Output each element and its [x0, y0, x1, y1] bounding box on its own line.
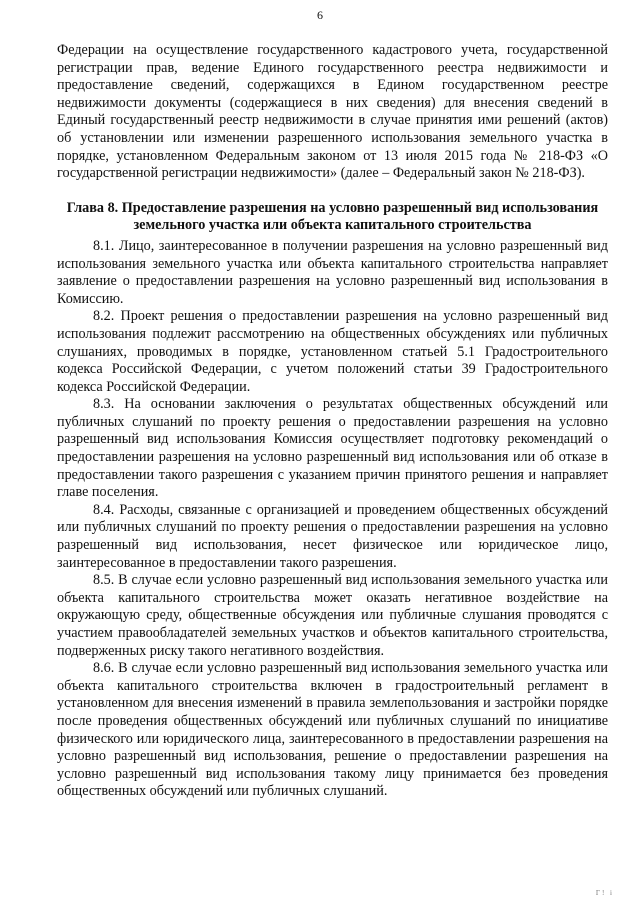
paragraph-8-3: 8.3. На основании заключения о результатах общественных обсуждений или публичных слушаний по проекту решения о предоставлении разрешения на условно разрешенный вид использования Комиссия осуществляет подготовку рекомендаций о предоставлении разрешения на условно разрешенный вид использования или об отказе в предоставлении такого разрешения с указанием причин принятого решения и направляет главе поселения. [57, 396, 608, 501]
scan-corner-mark: Г! і [595, 889, 614, 897]
page-number: 6 [317, 8, 323, 22]
paragraph-8-5: 8.5. В случае если условно разрешенный вид использования земельного участка или объекта капитального строительства может оказать негативное воздействие на окружающую среду, общественные обсуждения или публичные слушания проводятся с участием правообладателей земельных участков и объектов капитального строительства, подверженных риску такого негативного воздействия. [57, 572, 608, 659]
paragraph-8-2: 8.2. Проект решения о предоставлении разрешения на условно разрешенный вид использования подлежит рассмотрению на общественных обсуждениях или публичных слушаниях, проводимых в порядке, установленном статьей 5.1 Градостроительного кодекса Российской Федерации, с учетом положений статьи 39 Градостроительного кодекса Российской Федерации. [57, 308, 608, 395]
document-body [57, 42, 608, 801]
intro-paragraph: Федерации на осуществление государственного кадастрового учета, государственной регистрации прав, ведение Единого государственного реестра недвижимости и предоставление сведений, содержащихся в Едином государственном реестре недвижимости документы (содержащиеся в них сведения) для внесения сведений в Единый государственный реестр недвижимости в случае принятия ими решений (актов) об установлении или изменении разрешенного использования земельного участка в порядке, установленном Федеральным законом от 13 июля 2015 года № 218-ФЗ «О государственной регистрации недвижимости» (далее – Федеральный закон № 218-ФЗ). [57, 42, 608, 182]
paragraph-8-4: 8.4. Расходы, связанные с организацией и проведением общественных обсуждений или публичных слушаний по проекту решения о предоставлении разрешения на условно разрешенный вид использования, несет физическое или юридическое лицо, заинтересованное в предоставлении такого разрешения. [57, 501, 608, 571]
chapter-title: Глава 8. Предоставление разрешения на условно разрешенный вид использования земельного участка или объекта капитального строительства [66, 199, 599, 234]
paragraph-8-6: 8.6. В случае если условно разрешенный вид использования земельного участка или объекта капитального строительства включен в градостроительный регламент в установленном для внесения изменений в правила землепользования и застройки порядке после проведения общественных обсуждений или публичных слушаний по инициативе физического или юридического лица, заинтересованного в предоставлении разрешения на условно разрешенный вид использования, решение о предоставлении разрешения на условно разрешенный вид использования такому лицу принимается без проведения общественных обсуждений или публичных слушаний. [57, 660, 608, 800]
paragraph-8-1: 8.1. Лицо, заинтересованное в получении разрешения на условно разрешенный вид использования земельного участка или объекта капитального строительства направляет заявление о предоставлении разрешения на условно разрешенный вид использования в Комиссию. [57, 237, 608, 307]
